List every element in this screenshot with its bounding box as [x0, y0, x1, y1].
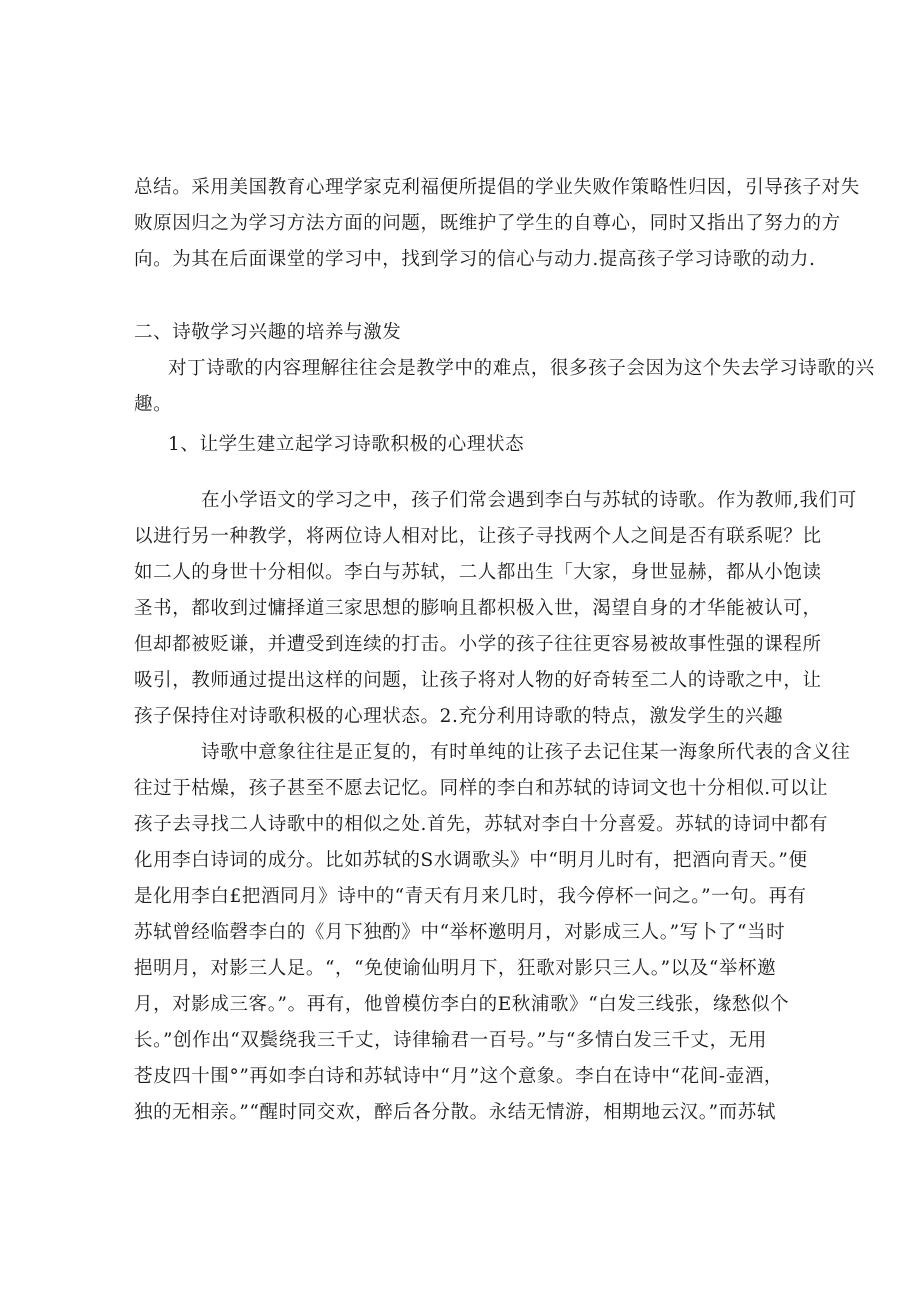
paragraph-line: 孩子保持住对诗歌积极的心理状态。2.充分利用诗歌的特点，激发学生的兴趣: [134, 706, 784, 727]
paragraph-line: 但却都被贬谦，并遭受到连续的打击。小学的孩子往往更容易被故事性强的课程所: [134, 634, 822, 655]
paragraph-line: 总结。采用美国教育心理学家克利福便所提倡的学业失败作策略性归因，引导孩子对失: [134, 177, 860, 198]
paragraph-line: 挹明月，对影三人足。“，“免使谕仙明月下，狂歌对影只三人。”以及“举杯邀: [134, 958, 777, 979]
paragraph-line: 趣。: [134, 394, 173, 415]
paragraph-line: 是化用李白£把酒同月》诗中的“青天有月来几时，我今停杯一问之。”一句。再有: [134, 886, 807, 907]
paragraph-line: 向。为其在后面课堂的学习中，找到学习的信心与动力.提高孩子学习诗歌的动力.: [134, 249, 816, 270]
paragraph-line: 往过于枯燥，孩子甚至不愿去记忆。同样的李白和苏轼的诗词文也十分相似.可以让: [134, 778, 829, 799]
paragraph-line: 如二人的身世十分相似。李白与苏轼，二人都出生「大家，身世显赫，都从小饱读: [134, 562, 822, 583]
subsection-heading: 1、让学生建立起学习诗歌积极的心理状态: [168, 434, 525, 455]
paragraph-line: 孩子去寻找二人诗歌中的相似之处.首先，苏轼对李白十分喜爱。苏轼的诗词中都有: [134, 814, 829, 835]
paragraph-line: 圣书，都收到过慵择道三家思想的膨响且都枳极入世，渴望自身的才华能被认可，: [134, 598, 822, 619]
paragraph-line: 吸引，教师通过提出这样的问题，让孩子将对人物的好奇转至二人的诗歌之中，让: [134, 670, 822, 691]
paragraph-line: 独的无相亲。”“醒时同交欢，醉后各分散。永结无情游，相期地云汉。”而苏轼: [134, 1102, 776, 1123]
paragraph-line: 苍皮四十围°”再如李白诗和苏轼诗中“月”这个意象。李白在诗中“花间-壶酒，: [134, 1066, 784, 1087]
paragraph-line: 苏轼曾经临磬李白的《月下独酌》中“举杯邀明月，对影成三人。”写卜了“当时: [134, 922, 786, 943]
paragraph-line: 以进行另一种教学，将两位诗人相对比，让孩子寻找两个人之间是否有联系呢？比: [134, 526, 822, 547]
paragraph-line: 月，对影成三客。”。再有，他曾模仿李白的E秋浦歌》“白发三线张，缘愁似个: [134, 994, 790, 1015]
paragraph-line: 在小学语文的学习之中，孩子们常会遇到李白与苏轼的诗歌。作为教师,我们可: [201, 490, 857, 511]
paragraph-line: 化用李白诗词的成分。比如苏轼的S水调歌头》中“明月儿时有，把酒向青天。”便: [134, 850, 808, 871]
paragraph-line: 败原因归之为学习方法方面的问题，既维护了学生的自尊心，同时又指出了努力的方: [134, 213, 841, 234]
section-heading: 二、诗敬学习兴趣的培养与激发: [134, 322, 402, 343]
paragraph-line: 对丁诗歌的内容理解往往会是教学中的难点，很多孩子会因为这个失去学习诗歌的兴: [168, 358, 875, 379]
paragraph-line: 诗歌中意象往往是正复的，有时单纯的让孩子去记住某一海象所代表的含义往: [201, 742, 851, 763]
paragraph-line: 长。”创作出“双鬓绕我三千丈，诗律输君一百号。”与“多情白发三千丈，无用: [134, 1030, 767, 1051]
